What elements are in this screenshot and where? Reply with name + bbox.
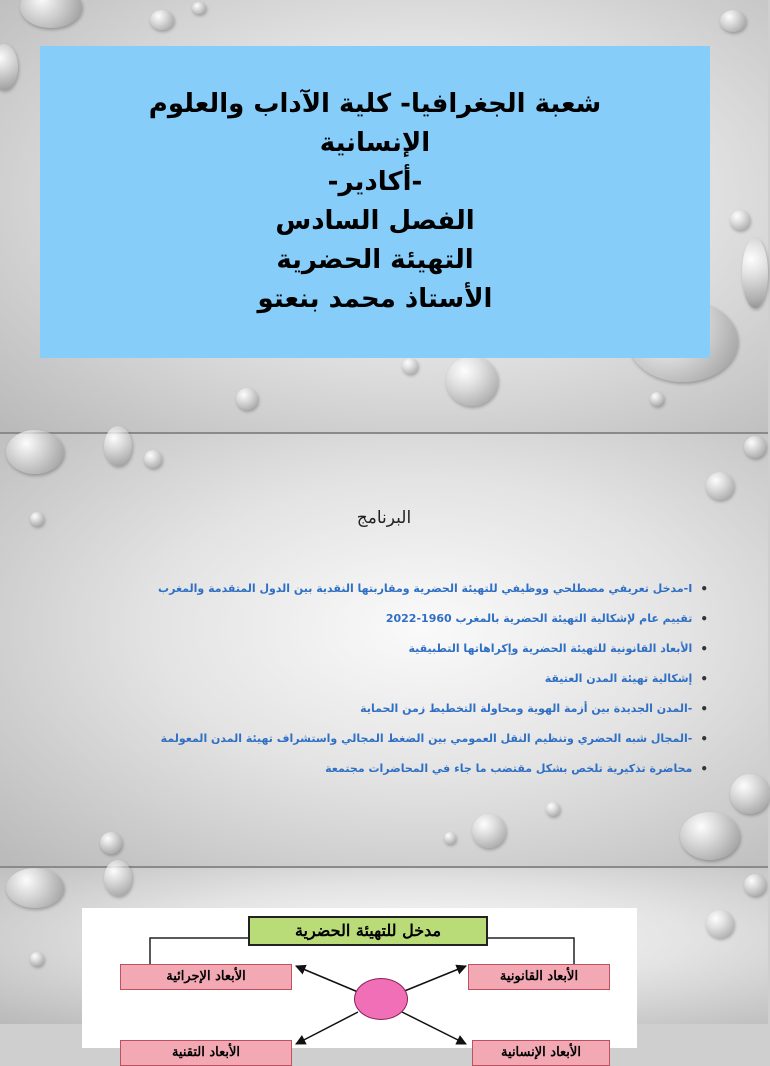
center-oval xyxy=(354,978,408,1020)
water-drop xyxy=(472,814,506,848)
title-line-city: -أكادير- xyxy=(327,167,423,197)
list-item: • محاضرة تذكيرية تلخص بشكل مقتضب ما جاء في المحاضرات مجتمعة xyxy=(325,762,708,776)
water-drop xyxy=(192,2,206,14)
title-slide[interactable] xyxy=(0,0,768,432)
water-drop xyxy=(730,774,770,814)
list-item: • تقييم عام لإشكالية التهيئة الحضرية بالمغرب 1960-2022 xyxy=(385,612,708,626)
legal-dimension-box: الأبعاد القانونية xyxy=(468,964,610,990)
water-drop xyxy=(6,868,64,908)
water-drop xyxy=(730,210,750,230)
water-drop xyxy=(104,426,132,466)
water-drop xyxy=(20,0,82,28)
title-line-course: التهيئة الحضرية xyxy=(276,245,474,275)
bullet-icon: • xyxy=(700,672,708,686)
program-heading: البرنامج xyxy=(356,508,412,528)
water-drop xyxy=(104,860,132,896)
water-drop xyxy=(546,802,560,816)
bullet-icon: • xyxy=(700,642,708,656)
water-drop xyxy=(706,910,734,938)
diagram-slide[interactable] xyxy=(0,868,768,1060)
title-line-department: شعبة الجغرافيا- كلية الآداب والعلوم xyxy=(148,89,602,119)
water-drop xyxy=(706,472,734,500)
title-line-faculty: الإنسانية xyxy=(319,128,431,158)
water-drop xyxy=(650,392,664,406)
water-drop xyxy=(680,812,740,860)
water-drop xyxy=(742,238,768,308)
bullet-icon: • xyxy=(700,612,708,626)
title-line-professor: الأستاذ محمد بنعتو xyxy=(257,284,493,314)
water-drop xyxy=(150,10,174,30)
program-slide[interactable] xyxy=(0,434,768,866)
bullet-icon: • xyxy=(700,702,708,716)
title-box xyxy=(40,46,710,358)
water-drop xyxy=(744,436,766,458)
list-item: • -المجال شبه الحضري وتنظيم النقل العمومي بين الضغط المجالي واستشراف تهيئة المدن المعولمة xyxy=(160,732,708,746)
bullet-icon: • xyxy=(700,762,708,776)
list-item: • -المدن الجديدة بين أزمة الهوية ومحاولة التخطيط زمن الحماية xyxy=(360,702,708,716)
water-drop xyxy=(30,952,44,966)
concept-diagram xyxy=(82,908,637,1060)
water-drop xyxy=(720,10,746,32)
diagram-title: مدخل للتهيئة الحضرية xyxy=(248,916,488,946)
water-drop xyxy=(0,44,18,90)
human-dimension-box: الأبعاد الإنسانية xyxy=(472,1040,610,1066)
bullet-icon: • xyxy=(700,582,708,596)
technical-dimension-box: الأبعاد التقنية xyxy=(120,1040,292,1066)
list-item: • الأبعاد القانونية للتهيئة الحضرية وإكراهاتها التطبيقية xyxy=(408,642,708,656)
water-drop xyxy=(236,388,258,410)
water-drop xyxy=(444,832,456,844)
list-item: • I-مدخل تعريفي مصطلحي ووظيفي للتهيئة الحضرية ومقاربتها النقدية بين الدول المتقدمة والمغرب xyxy=(158,582,708,596)
procedural-dimension-box: الأبعاد الإجرائية xyxy=(120,964,292,990)
water-drop xyxy=(446,356,498,406)
water-drop xyxy=(100,832,122,854)
water-drop xyxy=(402,358,418,374)
program-list xyxy=(68,582,708,792)
bullet-icon: • xyxy=(700,732,708,746)
water-drop xyxy=(6,430,64,474)
water-drop xyxy=(744,874,766,896)
water-drop xyxy=(144,450,162,468)
title-line-semester: الفصل السادس xyxy=(275,206,475,236)
list-item: • إشكالية تهيئة المدن العتيقة xyxy=(544,672,708,686)
